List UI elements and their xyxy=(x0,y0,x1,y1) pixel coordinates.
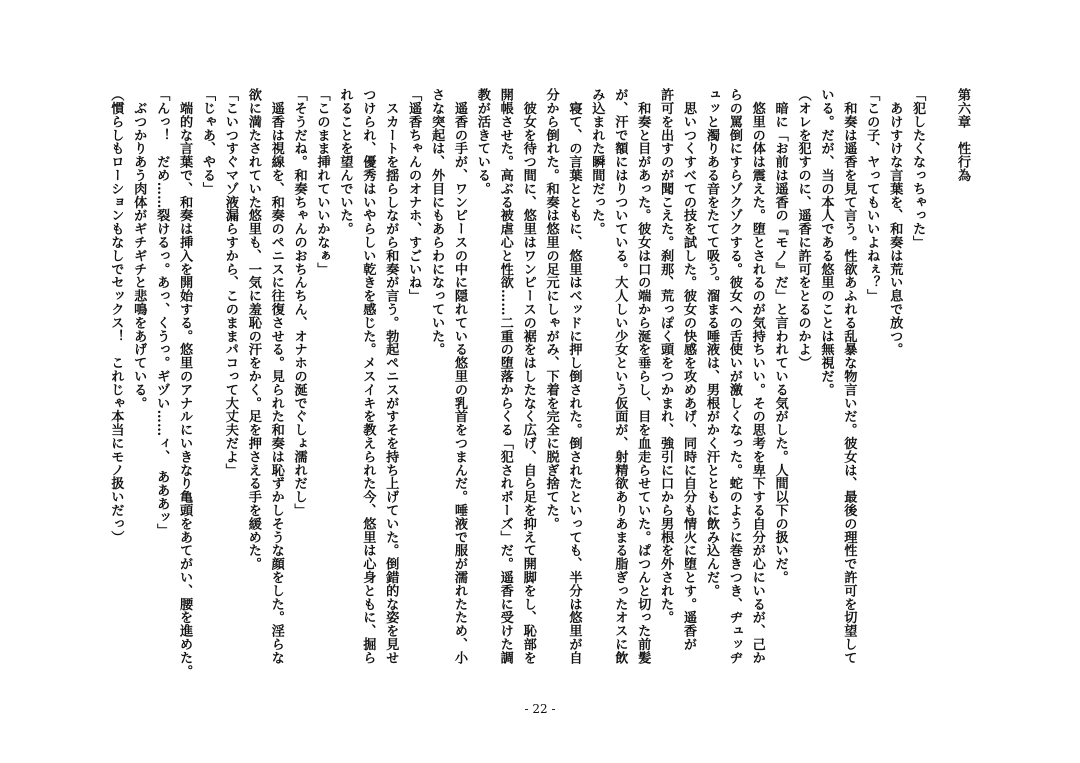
text-line: が、汗で額にはりついている。大人しい少女という仮面が、射精欲ありあまる脂ぎったオスに飲 xyxy=(612,88,628,665)
text-line: 分から倒れた。和奏は悠里の足元にしゃがみ、下着を完全に脱ぎ捨てた。 xyxy=(543,88,559,531)
text-line: （オレを犯すのに、遥香に許可をとるのかよ） xyxy=(795,88,811,370)
text-line: いる。だが、当の本人である悠里のことは無視だ。 xyxy=(818,88,834,397)
text-line: あけすけな言葉を、和奏は荒い息で放つ。 xyxy=(887,88,903,356)
text-line: （慣らしもローションもなしでセックス！ これじゃ本当にモノ扱いだっ） xyxy=(108,88,124,544)
text-line: らの罵倒にすらゾクゾクする。彼女への舌使いが激しくなった。蛇のように巻きつき、ヂュッヂ xyxy=(726,88,742,665)
text-line: 和奏は遥香を見て言う。性欲あふれる乱暴な物言いだ。彼女は、最後の理性で許可を切望して xyxy=(841,88,857,665)
text-line: れることを望んでいた。 xyxy=(337,88,353,236)
text-line: 「このまま挿れていいかなぁ」 xyxy=(314,88,330,276)
text-line: 「この子、ヤってもいいよねぇ？」 xyxy=(864,88,880,303)
text-line: スカートを揺らしながら和奏が言う。勃起ペニスがすそを持ち上げていた。倒錯的な姿を見せ xyxy=(383,88,399,665)
text-line: さな突起は、外目にもあらわになっていた。 xyxy=(429,88,445,356)
text-line: ぶつかりあう肉体がギチギチと悲鳴をあげている。 xyxy=(131,88,147,410)
text-line: 端的な言葉で、和奏は挿入を開始する。悠里のアナルにいきなり亀頭をあてがい、腰を進めた。 xyxy=(177,88,193,678)
text-line: 寝て、の言葉とともに、悠里はベッドに押し倒された。倒されたといっても、半分は悠里が自 xyxy=(566,88,582,665)
text-line: 開帳させた。高ぶる被虐心と性欲……二重の堕落からくる「犯されポーズ」だ。遥香に受けた調 xyxy=(497,88,513,665)
text-line: み込まれた瞬間だった。 xyxy=(589,88,605,236)
text-line: 教が活きている。 xyxy=(474,88,490,196)
text-line: 許可を出すのが聞こえた。刹那、荒っぽく頭をつかまれ、強引に口から男根を外された。 xyxy=(658,88,674,624)
text-body xyxy=(108,88,973,678)
text-line: ュッと濁りある音をたてて吸う。溜まる唾液は、男根がかく汗とともに飲み込んだ。 xyxy=(703,88,719,598)
page-number: - 22 - xyxy=(524,702,556,716)
text-line: 遥香は視線を、和奏のペニスに往復させる。見られた和奏は恥ずかしそうな顔をした。淫らな xyxy=(268,88,284,665)
text-line: 欲に満たされていた悠里も、一気に羞恥の汗をかく。足を押さえる手を緩めた。 xyxy=(245,88,261,571)
vertical-text-columns xyxy=(108,88,973,678)
text-line: 「犯したくなっちゃった」 xyxy=(910,88,926,249)
chapter-title: 第六章 性行為 xyxy=(955,88,970,182)
text-line: 悠里の体は震えた。堕とされるのが気持ちいい。その思考を卑下する自分が心にいるが、己か xyxy=(749,88,765,665)
text-line: つけられ、優秀はいやらしい乾きを感じた。メスイキを教えられた今、悠里は心身ともに、掘ら xyxy=(360,88,376,665)
text-line: 「じゃあ、やる」 xyxy=(200,88,215,196)
text-line: 「遥香ちゃんのオナホ、すごいね」 xyxy=(406,88,422,303)
text-line: 遥香の手が、ワンピースの中に隠れている悠里の乳首をつまんだ。唾液で服が濡れたため、小 xyxy=(451,88,467,665)
text-line: 思いつくすべての技を試した。彼女の快感を攻めあげ、同時に自分も情火に堕とす。遥香が xyxy=(681,88,697,651)
text-line: 「そうだね。和奏ちゃんのおちんちん、オナホの涎でぐしょ濡れだし」 xyxy=(291,88,307,517)
text-line: 彼女を待つ間に、悠里はワンピースの裾をはしたなく広げ、自ら足を抑えて開脚をし、恥部を xyxy=(520,88,536,665)
text-line: 「んっ！ だめ……裂けるっ。あっ、くうっ。ギヅい……ィ、 あああッ」 xyxy=(154,88,170,537)
text-line: 「こいつすぐマゾ液漏らすから、このままパコって大丈夫だよ」 xyxy=(222,88,238,477)
text-line: 和奏と目があった。彼女は口の端から涎を垂らし、目を血走らせていた。ぱつんと切った前髪 xyxy=(635,88,651,665)
text-line: 暗に「お前は遥香の『モノ』だ」と言われている気がした。人間以下の扱いだ。 xyxy=(772,88,788,584)
